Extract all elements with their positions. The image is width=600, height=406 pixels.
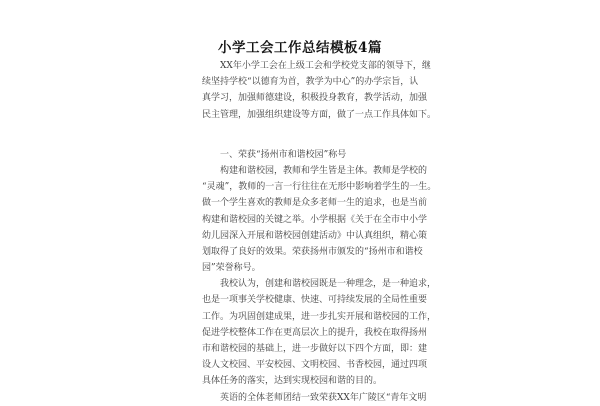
- paragraph-line: 构建和谐校园，教师和学生皆是主体。教师是学校的: [202, 165, 428, 176]
- paragraph-line: 幼儿园深入开展和谐校园创建活动》中认真组织，精心策: [202, 230, 428, 241]
- paragraph-line: 设人文校园、平安校园、文明校园、书香校园，通过四项: [202, 360, 428, 371]
- section-heading: [202, 147, 400, 163]
- paragraph-4: [202, 390, 427, 406]
- paragraph-3: [202, 276, 437, 389]
- paragraph-line: XX年小学工会在上级工会和学校党支部的领导下，继: [202, 61, 431, 71]
- paragraph-line: 市和谐校园的基础上，进一步做好以下四个方面，即：建: [202, 344, 428, 354]
- paragraph-line: 我校认为，创建和谐校园既是一种理念，是一种追求，: [202, 279, 437, 290]
- paragraph-intro: [202, 58, 437, 123]
- paragraph-2: [202, 163, 437, 276]
- document-body: [202, 58, 437, 406]
- paragraph-line: 也是一项事关学校健康、快速、可持续发展的全局性重要: [202, 295, 428, 306]
- section-spacer: [202, 123, 400, 147]
- paragraph-line: 具体任务的落实，达到实现校园和谐的目的。: [202, 376, 383, 387]
- paragraph-line: “灵魂”，教师的一言一行往往在无形中影响着学生的一生。: [202, 182, 437, 193]
- paragraph-line: 划取得了良好的效果。荣获扬州市颁发的“扬州市和谐校: [202, 246, 423, 257]
- paragraph-line: 构建和谐校园的关键之举。小学根据《关于在全市中小学: [202, 214, 428, 225]
- paragraph-line: 促进学校整体工作在更高层次上的提升，我校在取得扬州: [202, 327, 428, 338]
- paragraph-line: 英语的全体老师团结一致荣获XX年广陵区“青年文明: [202, 392, 427, 403]
- paragraph-line: 做一个学生喜欢的教师是众多老师一生的追求，也是当前: [202, 198, 428, 209]
- paragraph-line: 真学习，加强师德建设，积极投身教育，教学活动，加强: [202, 93, 428, 104]
- document-title: 小学工会工作总结模板4篇: [218, 40, 382, 56]
- paragraph-line: 续坚持学校“以德育为首，教学为中心”的办学宗旨，认: [202, 77, 419, 88]
- paragraph-line: 园”荣誉称号。: [202, 263, 261, 274]
- section-heading-text: 一、荣获“扬州市和谐校园”称号: [202, 149, 347, 160]
- paragraph-line: 工作。为巩固创建成果，进一步扎实开展和谐校园的工作，: [202, 311, 437, 322]
- paragraph-line: 民主管理，加强组织建设等方面，做了一点工作具体如下。: [202, 109, 437, 120]
